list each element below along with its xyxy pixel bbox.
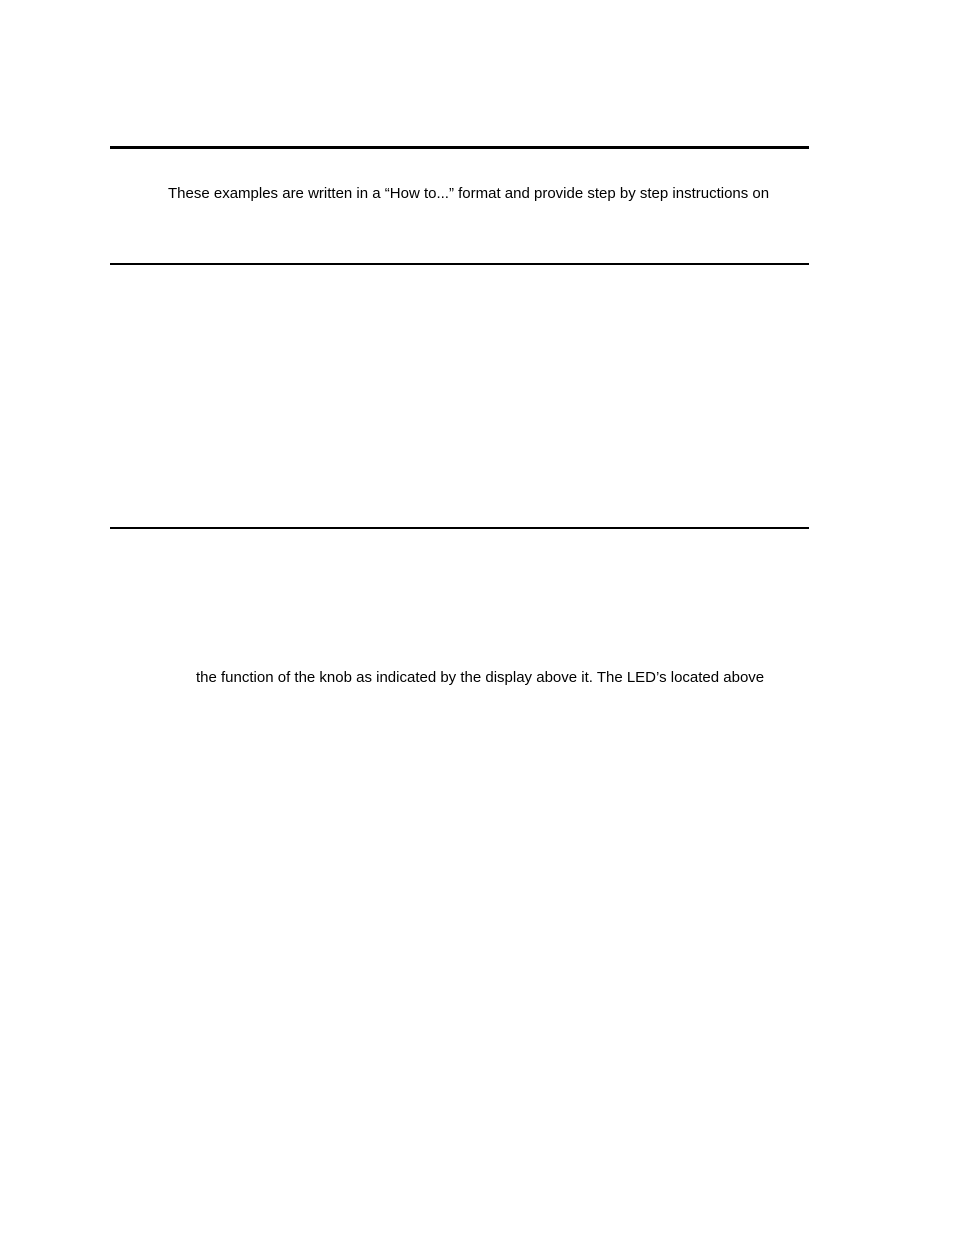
body-text-line: the function of the knob as indicated by the display above it. The LED’s located above	[196, 669, 765, 686]
section-divider-lower	[110, 527, 809, 529]
section-divider	[110, 263, 809, 265]
section-divider-thick	[110, 146, 809, 149]
intro-text-line: These examples are written in a “How to...” format and provide step by step instructions on	[168, 185, 770, 202]
